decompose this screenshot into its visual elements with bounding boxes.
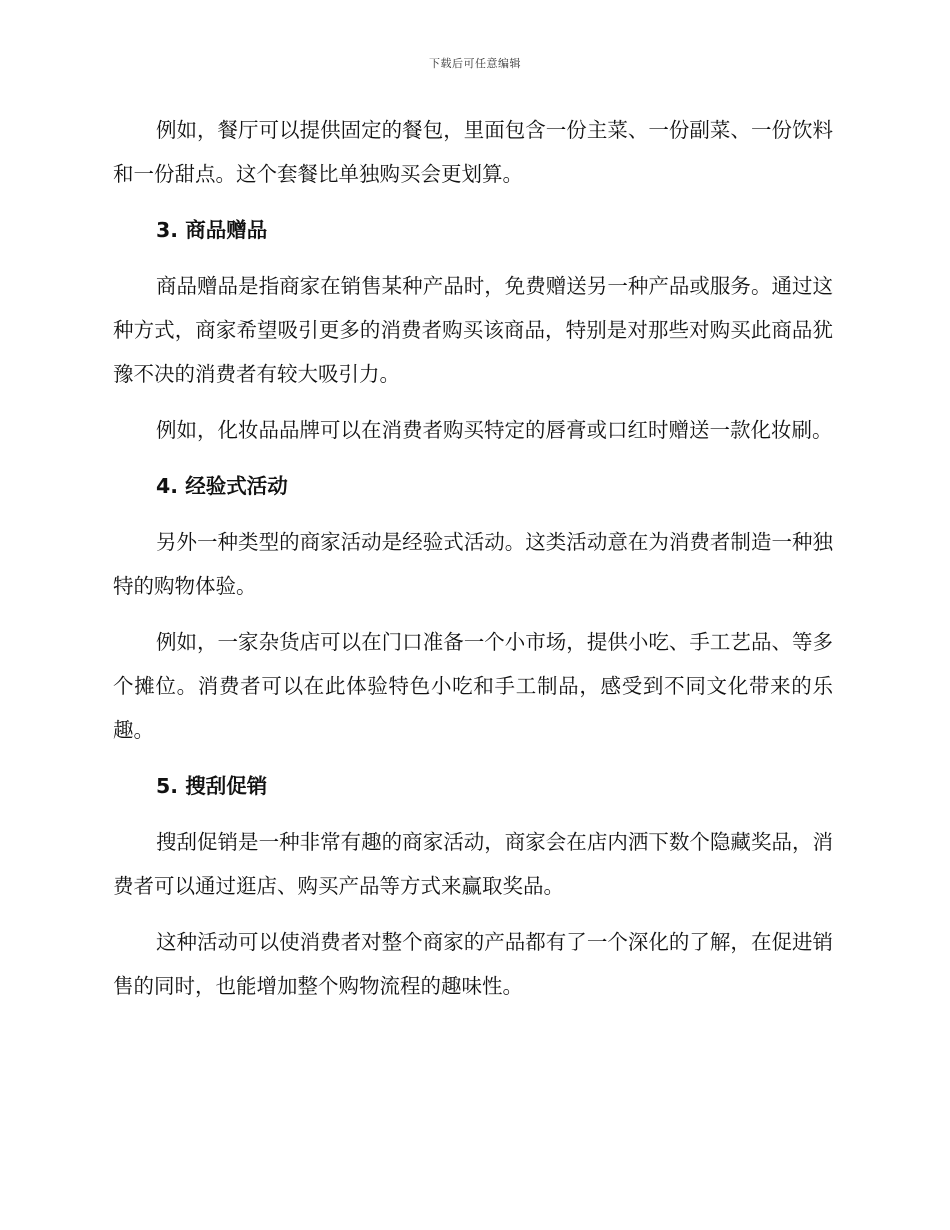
section-heading-gifts: 3. 商品赠品 xyxy=(156,218,268,242)
paragraph-experience-example: 例如，一家杂货店可以在门口准备一个小市场，提供小吃、手工艺品、等多个摊位。消费者可以在此体验特色小吃和手工制品，感受到不同文化带来的乐趣。 xyxy=(113,630,833,742)
section-heading-experience: 4. 经验式活动 xyxy=(156,474,288,498)
paragraph-experience-definition: 另外一种类型的商家活动是经验式活动。这类活动意在为消费者制造一种独特的购物体验。 xyxy=(113,530,833,598)
paragraph-gifts-example: 例如，化妆品品牌可以在消费者购买特定的唇膏或口红时赠送一款化妆刷。 xyxy=(156,418,833,442)
paragraph-scavenger-benefit: 这种活动可以使消费者对整个商家的产品都有了一个深化的了解，在促进销售的同时，也能增加整个购物流程的趣味性。 xyxy=(113,930,833,998)
paragraph-scavenger-definition: 搜刮促销是一种非常有趣的商家活动，商家会在店内洒下数个隐藏奖品，消费者可以通过逛店、购买产品等方式来赢取奖品。 xyxy=(113,830,833,898)
document-body xyxy=(113,108,833,1020)
paragraph-set-meal-example: 例如，餐厅可以提供固定的餐包，里面包含一份主菜、一份副菜、一份饮料和一份甜点。这个套餐比单独购买会更划算。 xyxy=(113,118,833,186)
section-heading-scavenger: 5. 搜刮促销 xyxy=(156,774,268,798)
page-header: 下载后可任意编辑 xyxy=(429,57,521,70)
paragraph-gifts-definition: 商品赠品是指商家在销售某种产品时，免费赠送另一种产品或服务。通过这种方式，商家希望吸引更多的消费者购买该商品，特别是对那些对购买此商品犹豫不决的消费者有较大吸引力。 xyxy=(113,274,833,386)
